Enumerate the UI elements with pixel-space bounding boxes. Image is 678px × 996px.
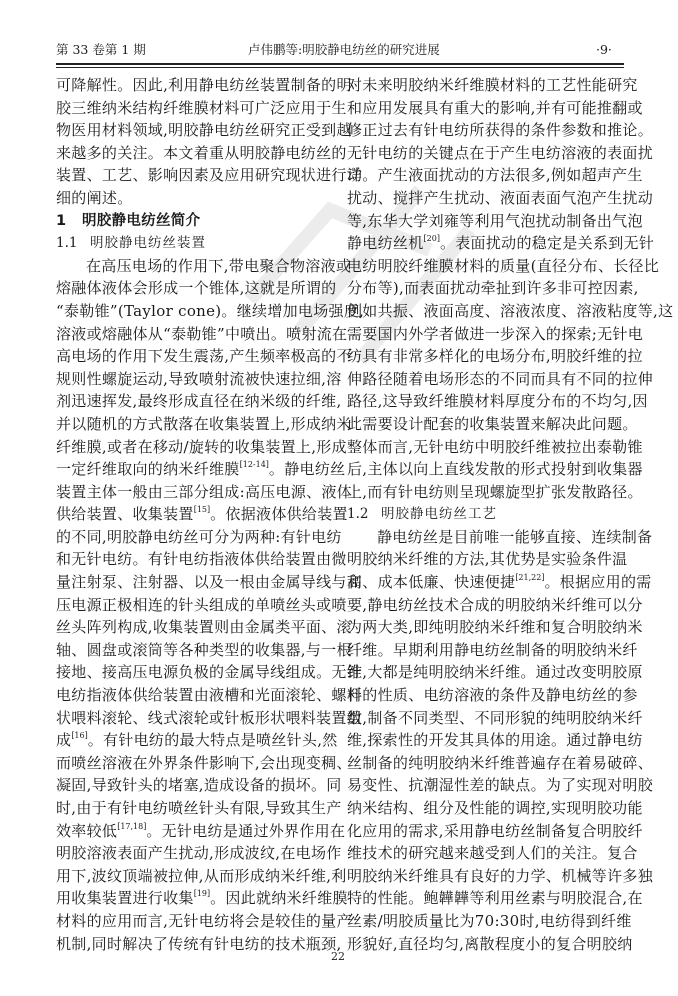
- section-title: 明胶静电纺丝装置: [90, 235, 206, 252]
- text-line: 对未来明胶纳米纤维膜材料的工艺性能研究: [347, 76, 638, 94]
- text-line: 机制,同时解决了传统有针电纺的技术瓶颈,: [56, 934, 342, 953]
- text-line: 电纺明胶纤维膜材料的质量(直径分布、长径比: [347, 256, 660, 275]
- text-line: 高电场的作用下发生震荡,产生频率极高的不: [56, 347, 352, 366]
- text-line: 分布等),而表面扰动牵扯到许多非可控因素,: [347, 279, 639, 298]
- text-line: 量注射泵、注射器、以及一根由金属导线与高: [56, 573, 363, 592]
- text-line: 纤维膜,或者在移动/旋转的收集装置上,形成: [56, 437, 347, 456]
- citation-superscript: [20]: [423, 234, 440, 244]
- text-segment: 。静电纺丝: [268, 460, 346, 479]
- text-line: 物医用材料领域,明胶静电纺丝研究正受到越: [56, 121, 352, 140]
- section-number: 1: [56, 212, 67, 229]
- journal-page-marker: ·9·: [596, 42, 612, 57]
- citation-superscript: [21,22]: [515, 573, 545, 583]
- text-line: 无针电纺的关键点在于产生电纺溶液的表面扰: [347, 143, 654, 162]
- text-line: [347, 232, 655, 255]
- right-column: [347, 74, 674, 955]
- paragraph: [347, 526, 654, 955]
- text-line: 轴、圆盘或滚筒等各种类型的收集器,与一根: [56, 640, 352, 659]
- section-number: 1.2: [347, 506, 369, 523]
- paragraph: [347, 74, 674, 503]
- text-line: 等,东华大学刘雍等利用气泡扰动制备出气泡: [347, 211, 643, 230]
- text-line: 此需要设计配套的收集装置来解决此问题。: [347, 414, 638, 433]
- section-title: 明胶静电纺丝工艺: [381, 506, 497, 523]
- text-line: 状喂料滚轮、线式滚轮或针板形状喂料装置组: [56, 708, 363, 727]
- text-segment: 成: [56, 731, 72, 750]
- text-line: 和无针电纺。有针电纺指液体供给装置由微: [56, 550, 347, 569]
- text-line: 维,大都是纯明胶纳米纤维。通过改变明胶原: [347, 663, 643, 682]
- text-line: 时,由于有针电纺喷丝针头有限,导致其生产: [56, 799, 342, 817]
- text-segment: 。根据应用的需: [544, 573, 652, 592]
- text-line: 静电纺丝是目前唯一能够直接、连续制备: [377, 527, 653, 546]
- text-line: 要,静电纺丝技术合成的明胶纳米纤维可以分: [347, 595, 643, 614]
- text-line: 纳米结构、组分及性能的调控,实现明胶功能: [347, 799, 643, 817]
- citation-superscript: [15]: [193, 505, 211, 515]
- header-rule-thin: [56, 67, 624, 68]
- text-line: 维,探索性的开发其具体的用途。通过静电纺: [347, 731, 643, 750]
- text-line: 伸路径随着电场形态的不同而具有不同的拉伸: [347, 369, 654, 388]
- text-segment: 供给装置、收集装置: [56, 505, 194, 524]
- text-line: 凝固,导致针头的堵塞,造成设备的损坏。同: [56, 776, 342, 795]
- text-segment: 效率较低: [56, 821, 118, 840]
- text-line: 数,制备不同类型、不同形貌的纯明胶纳米纤: [347, 708, 643, 727]
- text-line: 整体而言,无针电纺中明胶纤维被拉出泰勒锥: [347, 437, 643, 456]
- text-line: [56, 887, 348, 910]
- text-line: [56, 458, 346, 481]
- text-segment: 和、成本低廉、快速便捷: [347, 573, 516, 592]
- text-line: 路径,这导致纤维膜材料厚度分布的不均匀,因: [347, 392, 648, 411]
- text-line: 用下,波纹顶端被拉伸,从而形成纳米纤维,利: [56, 866, 347, 885]
- section-title: 明胶静电纺丝简介: [82, 212, 201, 229]
- text-line: 扰动、搅拌产生扰动、液面表面气泡产生扰动: [347, 188, 654, 207]
- text-line: 明胶纳米纤维具有良好的力学、机械等许多独: [347, 866, 654, 885]
- text-segment: 。依据液体供给装置: [210, 505, 348, 524]
- text-line: “泰勒锥”(Taylor cone)。继续增加电场强度,: [56, 301, 365, 320]
- text-segment: 。有针电纺的最大特点是喷丝针头,然: [87, 731, 338, 750]
- text-line: 丝素/明胶质量比为70:30时,电纺得到纤维: [347, 911, 632, 930]
- text-line: 熔融体液体会形成一个锥体,这就是所谓的: [56, 279, 337, 298]
- text-line: 而喷丝溶液在外界条件影响下,会出现变稠、: [56, 753, 352, 772]
- text-line: 修正过去有针电纺所获得的条件参数和推论。: [347, 121, 654, 140]
- text-line: 压电源正极相连的针头组成的单喷丝头或喷: [56, 595, 347, 614]
- text-line: 为两大类,即纯明胶纳米纤维和复合明胶纳米: [347, 618, 643, 637]
- section-number: 1.1: [56, 235, 78, 252]
- paragraph: [56, 74, 363, 210]
- text-segment: 用收集装置进行收集: [56, 889, 194, 908]
- text-line: [56, 820, 346, 843]
- paragraph: [56, 255, 365, 955]
- text-line: 纺具有非常多样化的电场分布,明胶纤维的拉: [347, 347, 643, 366]
- text-line: 材料的应用而言,无针电纺将会是较佳的量产: [56, 911, 352, 930]
- text-line: 的不同,明胶静电纺丝可分为两种:有针电纺: [56, 527, 342, 546]
- left-column: [56, 74, 365, 955]
- text-line: 后,主体以向上直线发散的形式投射到收集器: [347, 460, 643, 479]
- text-segment: 静电纺丝机: [347, 234, 424, 253]
- text-line: 易变性、抗潮湿性差的缺点。为了实现对明胶: [347, 776, 654, 795]
- text-line: 明胶纳米纤维的方法,其优势是实验条件温: [347, 550, 628, 569]
- text-line: 电纺指液体供给装置由液槽和光面滚轮、螺杆: [56, 686, 363, 705]
- text-line: 维技术的研究越来越受到人们的关注。复合: [347, 844, 638, 863]
- text-line: [347, 571, 652, 594]
- text-line: 装置、工艺、影响因素及应用研究现状进行详: [56, 166, 363, 185]
- text-line: 特的性能。鲍韡韡等利用丝素与明胶混合,在: [347, 889, 643, 908]
- text-line: 来越多的关注。本文着重从明胶静电纺丝的: [56, 143, 347, 162]
- text-line: 可降解性。因此,利用静电纺丝装置制备的明: [56, 76, 352, 94]
- text-line: 需要国内外学者做进一步深入的探索;无针电: [347, 324, 644, 343]
- text-line: 料的性质、电纺溶液的条件及静电纺丝的参: [347, 686, 638, 705]
- subsection-heading: [56, 232, 333, 255]
- text-line: 规则性螺旋运动,导致喷射流被快速拉细,溶: [56, 369, 342, 388]
- text-line: 溶液或熔融体从“泰勒锥”中喷出。喷射流在: [56, 324, 348, 343]
- text-line: 上,而有针电纺则呈现螺旋型扩张发散路径。: [347, 482, 643, 501]
- text-line: 和应用发展具有重大的影响,并有可能推翻或: [347, 98, 643, 117]
- journal-volume-issue: 第 33 卷第 1 期: [56, 42, 146, 57]
- text-segment: 。因此就纳米纤维膜: [210, 889, 348, 908]
- text-segment: 。无针电纺是通过外界作用在: [146, 821, 346, 840]
- citation-superscript: [19]: [193, 889, 211, 899]
- text-line: 丝制备的纯明胶纳米纤维普遍存在着易破碎、: [347, 753, 654, 772]
- text-line: [56, 503, 348, 526]
- text-line: 剂迅速挥发,最终形成直径在纳米级的纤维,: [56, 392, 342, 411]
- text-line: 明胶溶液表面产生扰动,形成波纹,在电场作: [56, 844, 342, 863]
- text-line: 并以随机的方式散落在收集装置上,形成纳米: [56, 414, 352, 433]
- subsection-heading: [347, 503, 624, 526]
- text-line: 装置主体一般由三部分组成:高压电源、液体: [56, 482, 353, 501]
- text-line: 化应用的需求,采用静电纺丝制备复合明胶纤: [347, 821, 643, 840]
- section-heading: [56, 210, 333, 233]
- text-line: 丝头阵列构成,收集装置则由金属类平面、滚: [56, 618, 352, 637]
- text-line: 细的阐述。: [56, 188, 133, 207]
- citation-superscript: [17,18]: [117, 821, 147, 831]
- text-segment: 。表面扰动的稳定是关系到无针: [439, 234, 655, 253]
- running-title: 卢伟鹏等:明胶静电纺丝的研究进展: [248, 42, 440, 57]
- header-rule-thick: [56, 63, 624, 65]
- text-segment: 一定纤维取向的纳米纤维膜: [56, 460, 240, 479]
- text-line: 胶三维纳米结构纤维膜材料可广泛应用于生: [56, 98, 347, 117]
- citation-superscript: [12-14]: [239, 460, 269, 470]
- text-line: 在高压电场的作用下,带电聚合物溶液或: [86, 256, 352, 275]
- page-number: 22: [331, 950, 345, 963]
- text-line: 动。产生液面扰动的方法很多,例如超声产生: [347, 166, 643, 185]
- text-line: 纤维。早期利用静电纺丝制备的明胶纳米纤: [347, 640, 638, 659]
- text-line: [56, 729, 338, 752]
- text-line: 接地、接高压电源负极的金属导线组成。无针: [56, 663, 363, 682]
- text-line: 例如共振、液面高度、溶液浓度、溶液粘度等,这: [347, 301, 674, 320]
- text-line: 形貌好,直径均匀,离散程度小的复合明胶纳: [347, 934, 633, 953]
- citation-superscript: [16]: [71, 731, 88, 741]
